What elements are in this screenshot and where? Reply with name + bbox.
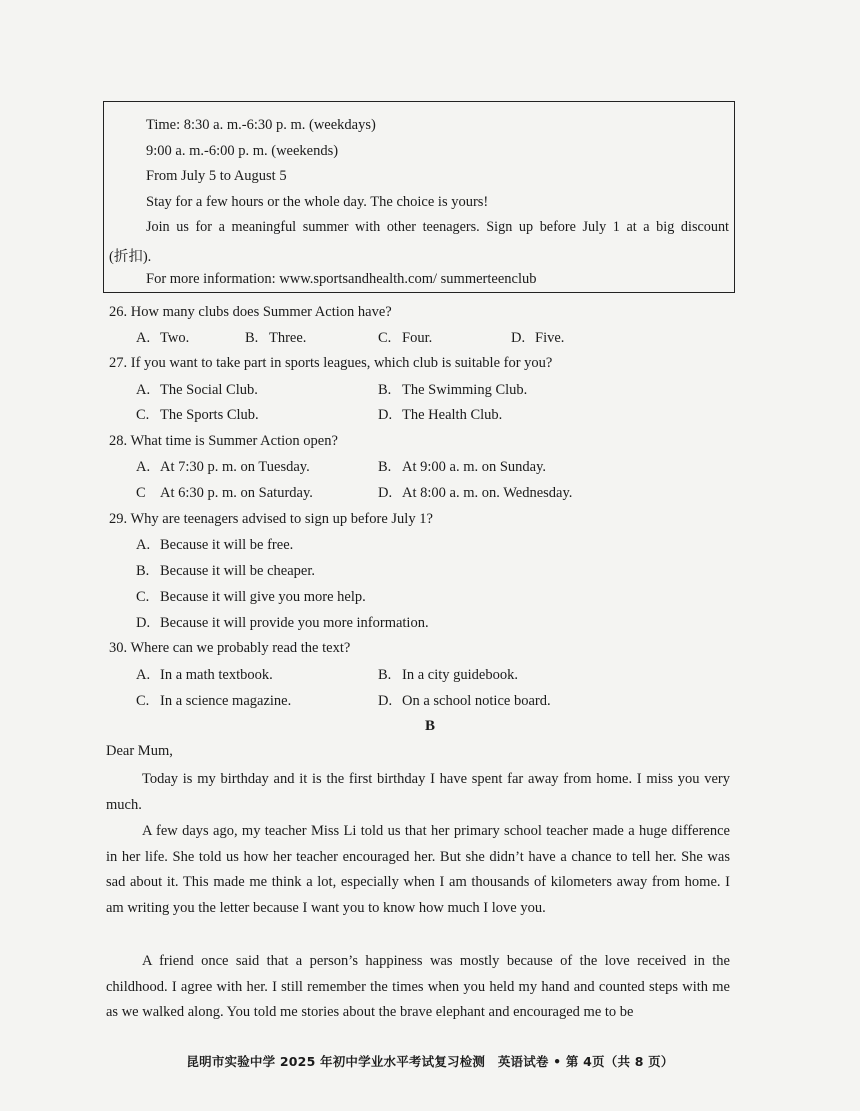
notice-more-info: For more information: www.sportsandhealth.com/ summerteenclub <box>146 271 537 287</box>
option-text: Because it will be free. <box>160 537 294 553</box>
letter-greeting: Dear Mum, <box>106 743 173 759</box>
option-letter: B. <box>378 459 392 475</box>
option-30-d[interactable] <box>378 693 551 710</box>
option-text: The Swimming Club. <box>402 382 528 398</box>
notice-stay: Stay for a few hours or the whole day. The choice is yours! <box>146 194 489 210</box>
question-27 <box>109 355 552 372</box>
option-text: In a math textbook. <box>160 667 273 683</box>
letter-paragraph: Today is my birthday and it is the first birthday I have spent far away from home. I miss you very much. <box>106 771 730 813</box>
option-29-d[interactable] <box>136 615 429 632</box>
notice-join-line2: (折扣). <box>109 249 152 265</box>
question-number: 28. <box>109 433 128 449</box>
option-text: Four. <box>402 330 433 346</box>
option-letter: A. <box>136 537 151 553</box>
option-text: Three. <box>269 330 307 346</box>
option-text: Five. <box>535 330 565 346</box>
option-26-a[interactable] <box>136 330 189 347</box>
option-letter: A. <box>136 459 151 475</box>
question-number: 29. <box>109 511 128 527</box>
question-text: Where can we probably read the text? <box>130 640 351 656</box>
question-29 <box>109 511 433 528</box>
question-text: If you want to take part in sports leagues, which club is suitable for you? <box>130 355 553 371</box>
option-text: Two. <box>160 330 190 346</box>
option-letter: D. <box>378 693 393 709</box>
option-letter: C. <box>378 330 392 346</box>
option-letter: D. <box>511 330 526 346</box>
option-letter: B. <box>136 563 150 579</box>
option-text: In a science magazine. <box>160 693 292 709</box>
option-text: The Health Club. <box>402 407 503 423</box>
option-27-c[interactable] <box>136 407 259 424</box>
letter-paragraph: A friend once said that a person’s happiness was mostly because of the love received in the childhood. I agree with her. I still remember the times when you held my hand and counted steps with me as we walked along. You told me stories about the brave elephant and encouraged me to be <box>106 953 730 1021</box>
option-letter: C. <box>136 693 150 709</box>
option-text: At 8:00 a. m. on. Wednesday. <box>402 485 573 501</box>
question-text: How many clubs does Summer Action have? <box>130 304 392 320</box>
option-letter: C <box>136 485 146 501</box>
option-letter: B. <box>245 330 259 346</box>
option-27-a[interactable] <box>136 382 258 399</box>
option-letter: A. <box>136 382 151 398</box>
option-text: In a city guidebook. <box>402 667 518 683</box>
option-30-c[interactable] <box>136 693 291 710</box>
notice-join-line1: Join us for a meaningful summer with other teenagers. Sign up before July 1 at a big discount <box>146 219 729 235</box>
option-text: At 6:30 p. m. on Saturday. <box>160 485 313 501</box>
option-letter: B. <box>378 382 392 398</box>
option-30-b[interactable] <box>378 667 518 684</box>
option-letter: C. <box>136 407 150 423</box>
option-30-a[interactable] <box>136 667 273 684</box>
notice-time-weekends: 9:00 a. m.-6:00 p. m. (weekends) <box>146 143 339 159</box>
question-text: What time is Summer Action open? <box>130 433 338 449</box>
option-text: The Social Club. <box>160 382 258 398</box>
question-30 <box>109 640 350 657</box>
question-26 <box>109 304 392 321</box>
option-text: Because it will be cheaper. <box>160 563 316 579</box>
option-text: At 9:00 a. m. on Sunday. <box>402 459 547 475</box>
option-letter: A. <box>136 667 151 683</box>
option-28-a[interactable] <box>136 459 310 476</box>
page-footer: 昆明市实验中学 2025 年初中学业水平考试复习检测 英语试卷 • 第 4页（共 8 页） <box>186 1054 674 1069</box>
option-26-c[interactable] <box>378 330 432 347</box>
option-28-c[interactable] <box>136 485 313 502</box>
option-letter: A. <box>136 330 151 346</box>
option-27-b[interactable] <box>378 382 527 399</box>
option-text: At 7:30 p. m. on Tuesday. <box>160 459 310 475</box>
section-title: B <box>424 718 435 734</box>
question-number: 26. <box>109 304 128 320</box>
option-text: The Sports Club. <box>160 407 259 423</box>
question-number: 30. <box>109 640 128 656</box>
option-text: Because it will give you more help. <box>160 589 366 605</box>
option-29-a[interactable] <box>136 537 293 554</box>
letter-paragraph: A few days ago, my teacher Miss Li told us that her primary school teacher made a huge difference in her life. She told us how her teacher encouraged her. But she didn’t have a chance to tell her. She was sad about it. This made me think a lot, especially when I am thousands of kilometers away from home. I am writing you the letter because I want you to know how much I love you. <box>106 823 730 916</box>
option-letter: D. <box>378 407 393 423</box>
option-29-c[interactable] <box>136 589 366 606</box>
option-text: Because it will provide you more information. <box>160 615 429 631</box>
option-letter: D. <box>378 485 393 501</box>
option-28-d[interactable] <box>378 485 572 502</box>
notice-dates: From July 5 to August 5 <box>146 168 287 184</box>
question-28 <box>109 433 338 450</box>
notice-time-weekdays: Time: 8:30 a. m.-6:30 p. m. (weekdays) <box>146 117 376 133</box>
option-26-b[interactable] <box>245 330 306 347</box>
option-text: On a school notice board. <box>402 693 551 709</box>
question-text: Why are teenagers advised to sign up before July 1? <box>130 511 433 527</box>
option-29-b[interactable] <box>136 563 315 580</box>
question-number: 27. <box>109 355 128 371</box>
option-letter: D. <box>136 615 151 631</box>
option-letter: B. <box>378 667 392 683</box>
option-26-d[interactable] <box>511 330 564 347</box>
option-27-d[interactable] <box>378 407 502 424</box>
option-28-b[interactable] <box>378 459 546 476</box>
option-letter: C. <box>136 589 150 605</box>
